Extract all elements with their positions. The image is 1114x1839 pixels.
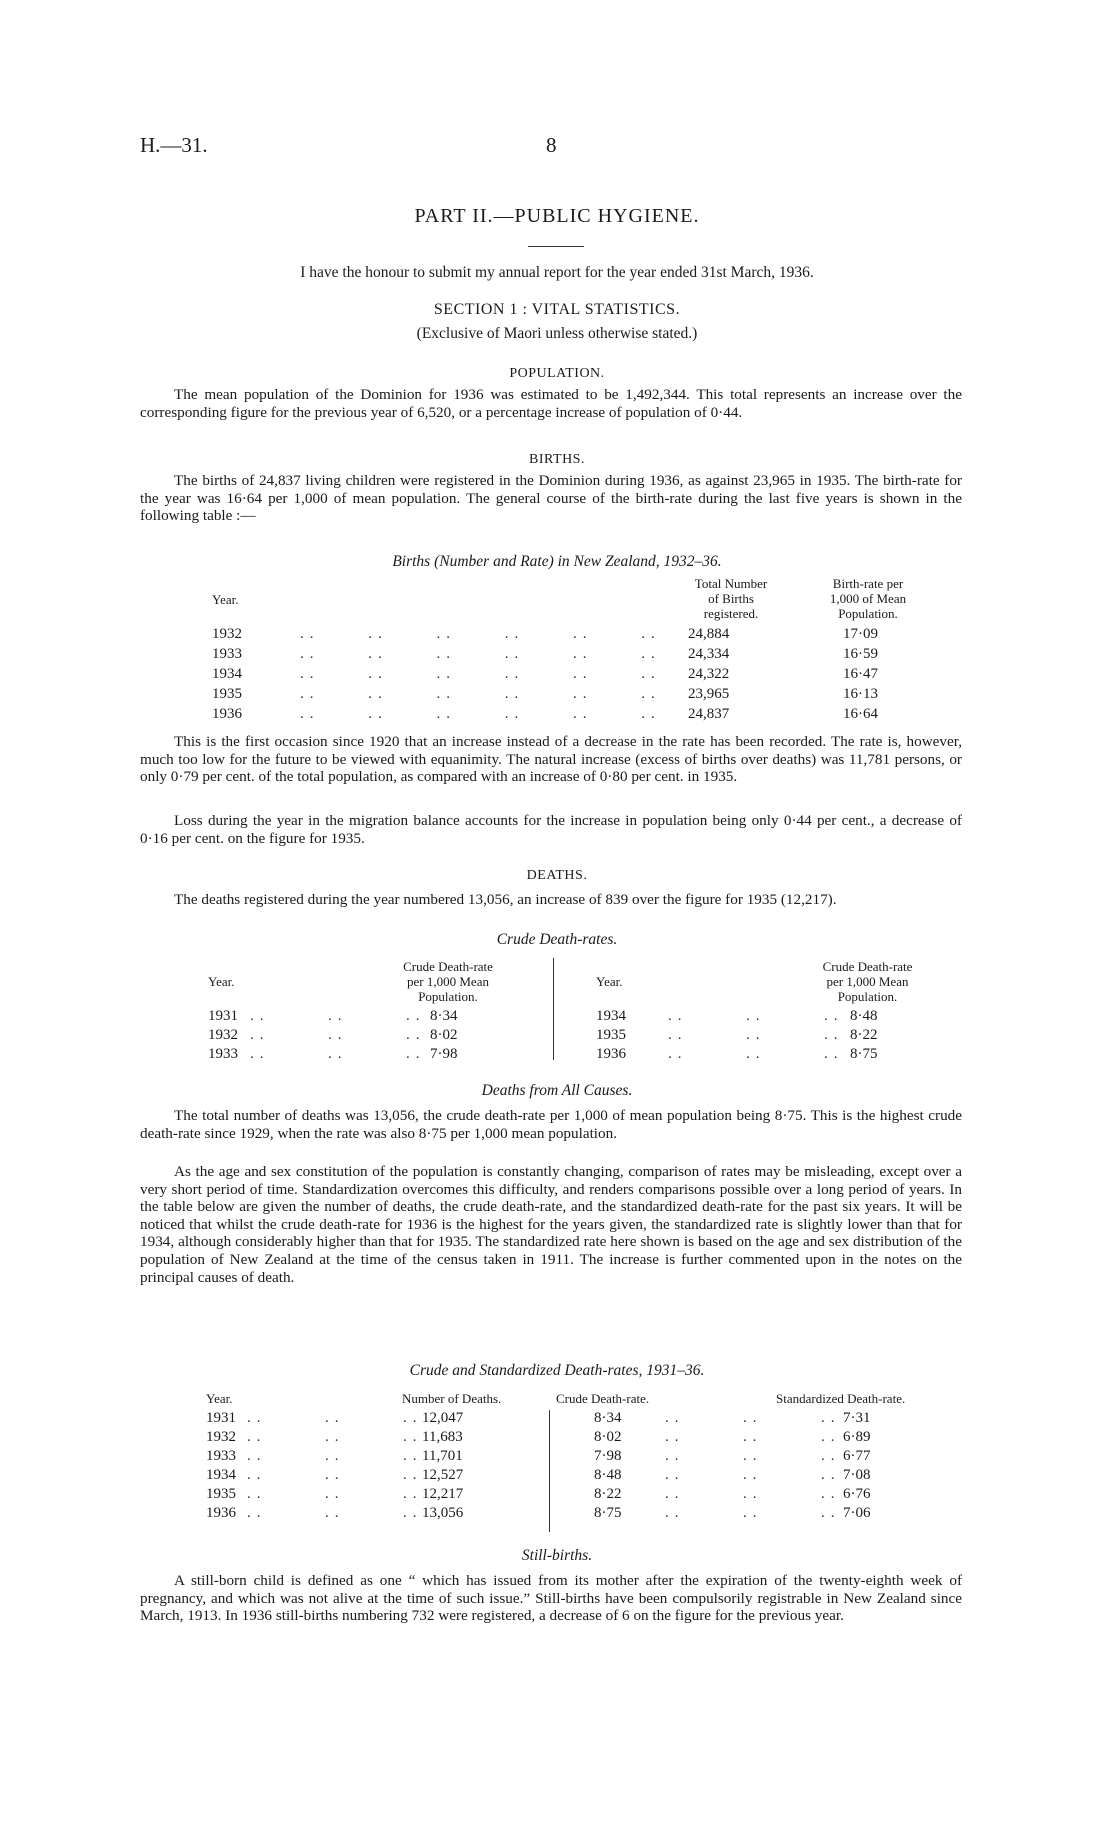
- table-divider: [553, 958, 554, 1060]
- std-year: 1934: [206, 1467, 236, 1483]
- leader-dots: .. .. ..: [668, 1046, 844, 1062]
- crude-year: 1932: [208, 1027, 238, 1043]
- births-year: 1935: [212, 686, 242, 702]
- std-crude: 8·02: [594, 1429, 622, 1445]
- births-year: 1933: [212, 646, 242, 662]
- crude-col-rate-right-2: per 1,000 Mean: [826, 974, 909, 989]
- crude-rate: 7·98: [430, 1046, 458, 1062]
- births-rate: 16·64: [843, 706, 878, 722]
- leader-dots: .. .. ..: [665, 1486, 841, 1502]
- population-paragraph: The mean population of the Dominion for 1936 was estimated to be 1,492,344. This total represents an increase over the corresponding figure for the previous year of 6,520, or a percentage increase of population of 0·44.: [140, 386, 962, 421]
- std-col-crude: Crude Death-rate.: [556, 1391, 650, 1406]
- std-deaths: 12,217: [422, 1486, 464, 1502]
- crude-table-caption: Crude Death-rates.: [496, 931, 618, 948]
- births-total: 24,334: [688, 646, 730, 662]
- births-paragraph: The births of 24,837 living children were registered in the Dominion during 1936, as against 23,965 in 1935. The birth-rate for the year was 16·64 per 1,000 of mean population. The general course of the birth-rate during the last five years is shown in the following table :—: [140, 472, 962, 525]
- crude-rate: 8·75: [850, 1046, 878, 1062]
- leader-dots: .. .. .. .. .. ..: [300, 646, 661, 662]
- births-col-total-2: of Births: [708, 591, 754, 606]
- std-rate: 6·77: [843, 1448, 871, 1464]
- std-crude: 8·48: [594, 1467, 622, 1483]
- deaths-paragraph: The deaths registered during the year numbered 13,056, an increase of 839 over the figure for 1935 (12,217).: [174, 891, 837, 908]
- crude-col-rate-right-1: Crude Death-rate: [822, 959, 913, 974]
- births-total: 24,837: [688, 706, 730, 722]
- std-deaths: 11,701: [422, 1448, 463, 1464]
- births-year: 1934: [212, 666, 242, 682]
- std-crude: 8·22: [594, 1486, 622, 1502]
- crude-col-rate-left-3: Population.: [418, 989, 478, 1004]
- crude-col-year-right: Year.: [596, 974, 623, 989]
- crude-year: 1935: [596, 1027, 626, 1043]
- std-year: 1931: [206, 1410, 236, 1426]
- crude-year: 1936: [596, 1046, 626, 1062]
- part-title: PART II.—PUBLIC HYGIENE.: [414, 205, 700, 227]
- intro-line: I have the honour to submit my annual report for the year ended 31st March, 1936.: [300, 264, 814, 281]
- std-table-caption: Crude and Standardized Death-rates, 1931–36.: [409, 1362, 705, 1379]
- births-year: 1936: [212, 706, 242, 722]
- section-title: SECTION 1 : VITAL STATISTICS.: [433, 301, 681, 318]
- std-year: 1935: [206, 1486, 236, 1502]
- std-deaths: 11,683: [422, 1429, 463, 1445]
- births-col-rate-2: 1,000 of Mean: [829, 591, 907, 606]
- leader-dots: .. .. ..: [665, 1429, 841, 1445]
- still-births-caption: Still-births.: [521, 1547, 593, 1564]
- births-rate: 16·13: [843, 686, 878, 702]
- crude-col-year-left: Year.: [208, 974, 235, 989]
- crude-year: 1931: [208, 1008, 238, 1024]
- births-col-year: Year.: [212, 592, 239, 607]
- std-col-year: Year.: [206, 1391, 233, 1406]
- population-heading: POPULATION.: [509, 366, 605, 381]
- std-rate: 7·08: [843, 1467, 871, 1483]
- document-reference: H.—31.: [140, 133, 208, 157]
- leader-dots: .. .. ..: [247, 1505, 423, 1521]
- std-col-std: Standardized Death-rate.: [776, 1391, 906, 1406]
- std-rate: 7·31: [843, 1410, 871, 1426]
- title-rule: [528, 246, 584, 247]
- leader-dots: .. .. .. .. .. ..: [300, 686, 661, 702]
- leader-dots: .. .. .. .. .. ..: [300, 706, 661, 722]
- births-table-caption: Births (Number and Rate) in New Zealand, 1932–36.: [392, 553, 722, 570]
- std-year: 1933: [206, 1448, 236, 1464]
- std-rate: 7·06: [843, 1505, 871, 1521]
- crude-year: 1933: [208, 1046, 238, 1062]
- leader-dots: .. .. .. .. .. ..: [300, 666, 661, 682]
- leader-dots: .. .. ..: [247, 1410, 423, 1426]
- births-comment-paragraph: This is the first occasion since 1920 that an increase instead of a decrease in the rate has been recorded. The rate is, however, much too low for the future to be viewed with equanimity. The natural increase (excess of births over deaths) was 11,781 persons, or only 0·79 per cent. of the total population, as compared with an increase of 0·80 per cent. in 1935.: [140, 733, 962, 786]
- leader-dots: .. .. ..: [665, 1505, 841, 1521]
- all-causes-paragraph-1: The total number of deaths was 13,056, the crude death-rate per 1,000 of mean population being 8·75. This is the highest crude death-rate since 1929, when the rate was also 8·75 per 1,000 mean population.: [140, 1107, 962, 1142]
- leader-dots: .. .. ..: [250, 1008, 426, 1024]
- leader-dots: .. .. ..: [665, 1410, 841, 1426]
- crude-rate: 8·02: [430, 1027, 458, 1043]
- std-crude: 8·75: [594, 1505, 622, 1521]
- section-note: (Exclusive of Maori unless otherwise stated.): [416, 325, 698, 342]
- all-causes-caption: Deaths from All Causes.: [481, 1082, 633, 1099]
- births-total: 24,322: [688, 666, 730, 682]
- table-divider: [549, 1410, 550, 1532]
- std-crude: 8·34: [594, 1410, 622, 1426]
- std-year: 1932: [206, 1429, 236, 1445]
- std-rate: 6·76: [843, 1486, 871, 1502]
- births-rate: 16·47: [843, 666, 878, 682]
- leader-dots: .. .. ..: [668, 1008, 844, 1024]
- births-rate: 16·59: [843, 646, 878, 662]
- births-heading: BIRTHS.: [529, 452, 585, 467]
- births-col-total-3: registered.: [703, 606, 759, 621]
- births-col-total-1: Total Number: [694, 576, 768, 591]
- births-rate: 17·09: [843, 626, 878, 642]
- crude-col-rate-left-1: Crude Death-rate: [403, 959, 493, 974]
- births-col-rate-1: Birth-rate per: [832, 576, 904, 591]
- leader-dots: .. .. ..: [247, 1486, 423, 1502]
- crude-rate: 8·34: [430, 1008, 458, 1024]
- crude-col-rate-right-3: Population.: [837, 989, 898, 1004]
- migration-paragraph: Loss during the year in the migration balance accounts for the increase in population being only 0·44 per cent., a decrease of 0·16 per cent. on the figure for 1935.: [140, 812, 962, 847]
- all-causes-paragraph-2: As the age and sex constitution of the population is constantly changing, comparison of rates may be misleading, except over a very short period of time. Standardization overcomes this difficulty, and renders comparisons possible over a long period of years. In the table below are given the number of deaths, the crude death-rate, and the standardized death-rate for the past six years. It will be noticed that whilst the crude death-rate for 1936 is the highest for the years given, the standardized rate is slightly lower than that for 1934, although considerably higher than that for 1935. The standardized rate here shown is based on the age and sex distribution of the population of New Zealand at the time of the census taken in 1911. The increase is further commented upon in the notes on the principal causes of death.: [140, 1163, 962, 1286]
- std-col-deaths: Number of Deaths.: [402, 1391, 502, 1406]
- leader-dots: .. .. ..: [250, 1027, 426, 1043]
- std-rate: 6·89: [843, 1429, 871, 1445]
- leader-dots: .. .. ..: [665, 1448, 841, 1464]
- births-total: 24,884: [688, 626, 730, 642]
- births-year: 1932: [212, 626, 242, 642]
- births-col-rate-3: Population.: [838, 606, 898, 621]
- still-births-paragraph: A still-born child is defined as one “ which has issued from its mother after the expiration of the twenty-eighth week of pregnancy, and which was not alive at the time of such issue.” Still-births have been compulsorily registrable in New Zealand since March, 1913. In 1936 still-births numbering 732 were registered, a decrease of 6 on the figure for the previous year.: [140, 1572, 962, 1625]
- leader-dots: .. .. .. .. .. ..: [300, 626, 661, 642]
- std-deaths: 12,527: [422, 1467, 464, 1483]
- leader-dots: .. .. ..: [250, 1046, 426, 1062]
- deaths-heading: DEATHS.: [526, 868, 588, 883]
- leader-dots: .. .. ..: [247, 1429, 423, 1445]
- page-number: 8: [546, 133, 557, 157]
- leader-dots: .. .. ..: [247, 1448, 423, 1464]
- std-deaths: 12,047: [422, 1410, 464, 1426]
- births-total: 23,965: [688, 686, 730, 702]
- leader-dots: .. .. ..: [665, 1467, 841, 1483]
- crude-year: 1934: [596, 1008, 626, 1024]
- std-deaths: 13,056: [422, 1505, 464, 1521]
- crude-rate: 8·22: [850, 1027, 878, 1043]
- crude-rate: 8·48: [850, 1008, 878, 1024]
- std-year: 1936: [206, 1505, 236, 1521]
- leader-dots: .. .. ..: [247, 1467, 423, 1483]
- leader-dots: .. .. ..: [668, 1027, 844, 1043]
- crude-col-rate-left-2: per 1,000 Mean: [407, 974, 489, 989]
- std-crude: 7·98: [594, 1448, 622, 1464]
